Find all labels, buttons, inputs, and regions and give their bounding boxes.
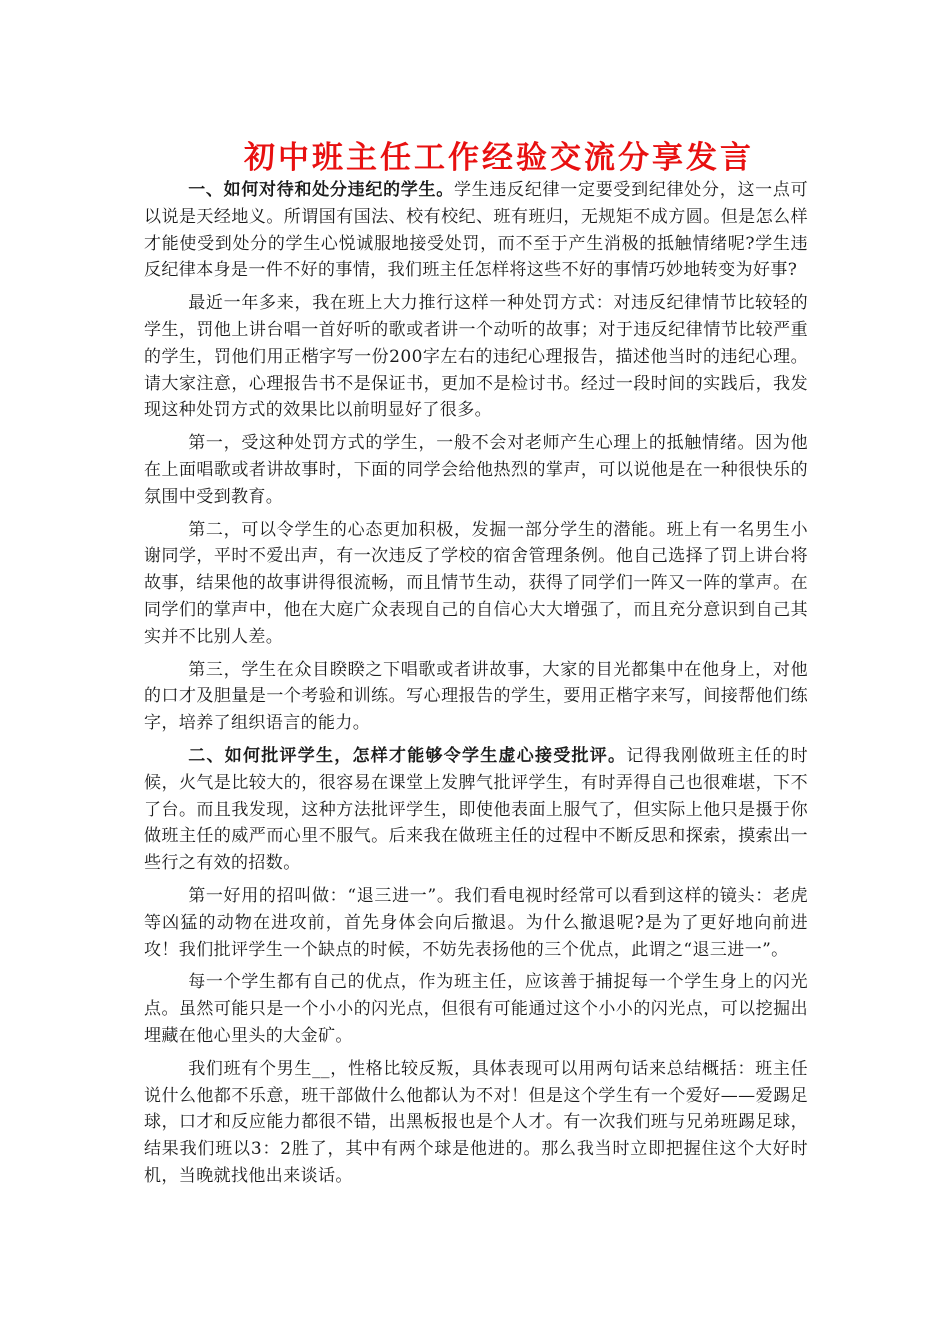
paragraph-text: 每一个学生都有自己的优点，作为班主任，应该善于捕捉每一个学生身上的闪光点。虽然可能只是一个小小的闪光点，但很有可能通过这个小小的闪光点，可以挖掘出埋藏在他心里头的大金矿。: [144, 972, 808, 1046]
paragraph-text: 学生违反纪律一定要受到纪律处分，这一点可以说是天经地义。所谓国有国法、校有校纪、班有班归，无规矩不成方圆。但是怎么样才能使受到处分的学生心悦诚服地接受处罚，而不至于产生消极的抵触情绪呢?学生违反纪律本身是一件不好的事情，我们班主任怎样将这些不好的事情巧妙地转变为好事?: [144, 180, 809, 281]
paragraph-text: 第一好用的招叫做：“退三进一”。我们看电视时经常可以看到这样的镜头：老虎等凶猛的动物在进攻前，首先身体会向后撤退。为什么撤退呢?是为了更好地向前进攻！我们批评学生一个缺点的时候，不妨先表扬他的三个优点，此谓之“退三进一”。: [144, 885, 808, 960]
paragraph-text: 第二，可以令学生的心态更加积极，发掘一部分学生的潜能。班上有一名男生小谢同学，平时不爱出声，有一次违反了学校的宿舍管理条例。他自己选择了罚上讲台将故事，结果他的故事讲得很流畅，而且情节生动，获得了同学们一阵又一阵的掌声。在同学们的掌声中，他在大庭广众表现自己的自信心大大增强了，而且充分意识到自己其实并不比别人差。: [144, 519, 808, 647]
paragraph-text: 我们班有个男生__，性格比较反叛，具体表现可以用两句话来总结概括：班主任说什么他都不乐意，班干部做什么他都认为不对！但是这个学生有一个爱好——爱踢足球，口才和反应能力都很不错，出黑板报也是个人才。有一次我们班与兄弟班踢足球，结果我们班以3：2胜了，其中有两个球是他进的。那么我当时立即把握住这个大好时机，当晚就找他出来谈话。: [144, 1058, 808, 1186]
paragraph-text: 第一，受这种处罚方式的学生，一般不会对老师产生心理上的抵触情绪。因为他在上面唱歌或者讲故事时，下面的同学会给他热烈的掌声，可以说他是在一种很快乐的氛围中受到教育。: [144, 433, 808, 507]
paragraph-5: [144, 657, 808, 737]
paragraph-text: 最近一年多来，我在班上大力推行这样一种处罚方式：对违反纪律情节比较轻的学生，罚他上讲台唱一首好听的歌或者讲一个动听的故事；对于违反纪律情节比较严重的学生，罚他们用正楷字写一份200字左右的违纪心理报告，描述他当时的违纪心理。请大家注意，心理报告书不是保证书，更加不是检讨书。经过一段时间的实践后，我发现这种处罚方式的效果比以前明显好了很多。: [144, 293, 808, 421]
section-heading-1: 一、如何对待和处分违纪的学生。: [188, 180, 454, 200]
paragraph-9: [144, 1056, 808, 1190]
paragraph-2: [144, 290, 808, 424]
document-body: [144, 177, 808, 1196]
paragraph-text: 第三，学生在众目睽睽之下唱歌或者讲故事，大家的目光都集中在他身上，对他的口才及胆量是一个考验和训练。写心理报告的学生，要用正楷字来写，间接帮他们练字，培养了组织语言的能力。: [144, 659, 808, 734]
document-title: 初中班主任工作经验交流分享发言: [244, 140, 754, 176]
paragraph-6: [144, 743, 808, 877]
paragraph-1: [144, 177, 808, 284]
paragraph-4: [144, 517, 808, 651]
paragraph-3: [144, 430, 808, 510]
section-heading-2: 二、如何批评学生，怎样才能够令学生虚心接受批评。: [188, 745, 627, 766]
paragraph-text: 记得我刚做班主任的时候，火气是比较大的，很容易在课堂上发脾气批评学生，有时弄得自己也很难堪，下不了台。而且我发现，这种方法批评学生，即使他表面上服气了，但实际上他只是摄于你做班主任的威严而心里不服气。后来我在做班主任的过程中不断反思和探索，摸索出一些行之有效的招数。: [144, 745, 809, 874]
paragraph-8: [144, 969, 808, 1049]
paragraph-7: [144, 883, 808, 963]
